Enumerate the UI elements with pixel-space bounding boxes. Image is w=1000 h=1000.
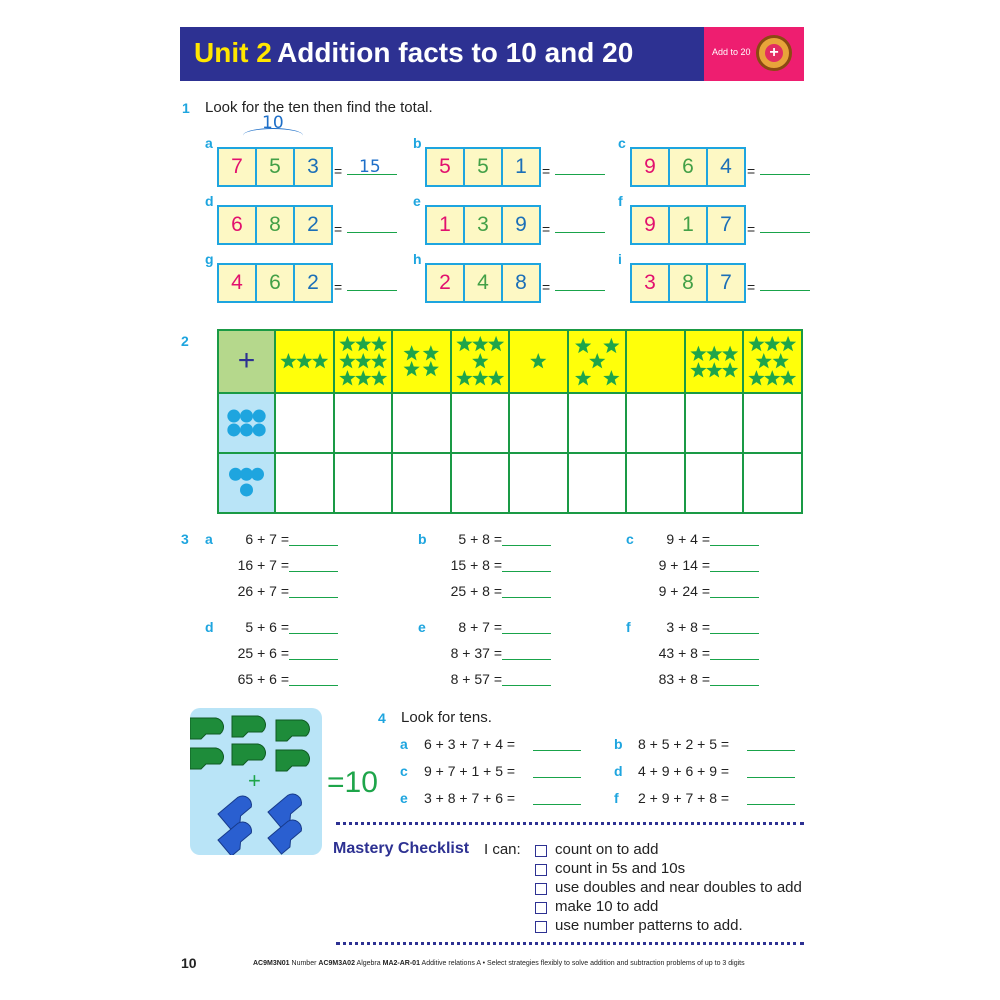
answer-line xyxy=(289,596,338,598)
star-icon xyxy=(456,370,472,385)
digit-cell: 6 xyxy=(257,265,295,301)
answer-cell xyxy=(391,392,452,454)
checkbox[interactable] xyxy=(535,845,547,857)
star-group xyxy=(335,331,392,392)
sum-expression: 26 + 7 = xyxy=(237,583,289,599)
top-divider xyxy=(336,822,804,825)
sum-expression: 8 + 7 = xyxy=(458,619,502,635)
grid-corner-cell xyxy=(217,329,276,394)
question-1-number: 1 xyxy=(182,100,190,116)
checklist-item: count in 5s and 10s xyxy=(555,860,686,877)
sum-expression: 16 + 7 = xyxy=(237,557,289,573)
question-1-instruction: Look for the ten then find the total. xyxy=(205,99,433,116)
dot-icon xyxy=(240,423,253,436)
sum-expression: 25 + 8 = xyxy=(450,583,502,599)
digit-cell: 7 xyxy=(219,149,257,185)
number-triple-box xyxy=(217,147,333,187)
digit-cell: 3 xyxy=(307,155,319,178)
footer-code-2: AC9M3A02 xyxy=(318,960,355,967)
star-icon xyxy=(721,346,737,361)
star-icon xyxy=(603,338,619,353)
addition-badge-icon xyxy=(756,35,792,71)
answer-line xyxy=(710,658,759,660)
star-group xyxy=(452,331,509,392)
item-letter: e xyxy=(413,193,421,209)
page-number: 10 xyxy=(181,955,197,971)
star-icon xyxy=(690,346,706,361)
equals-sign: = xyxy=(747,221,756,237)
star-icon xyxy=(280,353,296,368)
star-icon xyxy=(339,353,355,368)
number-triple-box xyxy=(425,205,541,245)
answer-line xyxy=(533,803,581,805)
sum-expression: 5 + 6 = xyxy=(245,619,289,635)
star-icon xyxy=(748,336,764,351)
star-icon xyxy=(773,353,789,368)
dot-icon xyxy=(240,483,253,496)
sum-expression: 9 + 14 = xyxy=(658,557,710,573)
digit-cell: 7 xyxy=(720,271,732,294)
answer-cell xyxy=(450,452,511,514)
equals-sign: = xyxy=(542,221,551,237)
digit-cell: 1 xyxy=(427,207,465,243)
number-triple-box xyxy=(217,205,333,245)
answer-line xyxy=(289,684,338,686)
digit-cell: 4 xyxy=(219,265,257,301)
item-letter: d xyxy=(614,763,623,779)
item-letter: b xyxy=(614,736,623,752)
dot-icon xyxy=(240,410,253,423)
digit-cell: 5 xyxy=(465,149,503,185)
dot-icon xyxy=(227,410,240,423)
sum-expression: 43 + 8 = xyxy=(658,645,710,661)
answer-line xyxy=(747,776,795,778)
star-icon xyxy=(370,336,386,351)
plus-symbol: + xyxy=(237,344,256,377)
answer-cell xyxy=(333,392,394,454)
dot-icon xyxy=(253,423,266,436)
star-icon xyxy=(690,362,706,377)
green-whistle-icon xyxy=(276,720,310,741)
star-icon xyxy=(706,362,722,377)
sum-expression: 4 + 9 + 6 + 9 = xyxy=(638,763,730,779)
star-icon xyxy=(589,353,605,368)
star-header-cell xyxy=(742,329,803,394)
answer-line xyxy=(760,215,810,233)
answer-cell xyxy=(567,392,628,454)
answer-cell xyxy=(625,392,686,454)
star-header-cell xyxy=(684,329,745,394)
star-icon xyxy=(575,370,591,385)
digit-cell: 2 xyxy=(307,213,319,236)
answer-line xyxy=(747,803,795,805)
sum-expression: 15 + 8 = xyxy=(450,557,502,573)
sum-expression: 8 + 37 = xyxy=(450,645,502,661)
group-letter: e xyxy=(418,619,426,635)
green-whistle-icon xyxy=(232,716,266,737)
star-icon xyxy=(423,345,439,360)
digit-cell: 3 xyxy=(632,265,670,301)
checklist-item: use number patterns to add. xyxy=(555,917,743,934)
number-triple-box xyxy=(630,147,746,187)
sum-expression: 3 + 8 + 7 + 6 = xyxy=(424,790,516,806)
star-icon xyxy=(487,370,503,385)
answer-line xyxy=(502,658,551,660)
item-letter: c xyxy=(618,135,626,151)
dot-group xyxy=(219,454,274,512)
item-letter: b xyxy=(413,135,422,151)
example-ten-label: 10 xyxy=(262,113,284,133)
star-icon xyxy=(487,336,503,351)
sum-expression: 65 + 6 = xyxy=(237,671,289,687)
green-whistle-icon xyxy=(276,750,310,771)
answer-cell xyxy=(450,392,511,454)
checkbox[interactable] xyxy=(535,921,547,933)
digit-cell: 7 xyxy=(720,213,732,236)
star-icon xyxy=(530,353,546,368)
answer-line xyxy=(747,749,795,751)
item-letter: a xyxy=(205,135,213,151)
star-icon xyxy=(764,336,780,351)
star-icon xyxy=(355,353,371,368)
checkbox[interactable] xyxy=(535,864,547,876)
answer-cell xyxy=(567,452,628,514)
star-header-cell xyxy=(333,329,394,394)
star-icon xyxy=(756,353,772,368)
question-3-number: 3 xyxy=(181,531,189,547)
dot-row-header xyxy=(217,392,276,454)
unit-number: Unit 2 xyxy=(194,37,272,68)
checklist-item: make 10 to add xyxy=(555,898,659,915)
answer-line xyxy=(555,215,605,233)
answer-line xyxy=(347,273,397,291)
group-letter: b xyxy=(418,531,427,547)
question-4-number: 4 xyxy=(378,710,386,726)
number-triple-box xyxy=(630,263,746,303)
star-group xyxy=(744,331,801,392)
answer-cell xyxy=(684,452,745,514)
star-icon xyxy=(339,370,355,385)
star-header-cell xyxy=(274,329,335,394)
answer-line xyxy=(533,749,581,751)
equals-sign: = xyxy=(542,279,551,295)
digit-cell: 4 xyxy=(465,265,503,301)
sum-expression: 83 + 8 = xyxy=(658,671,710,687)
star-icon xyxy=(721,362,737,377)
digit-cell: 1 xyxy=(515,155,527,178)
digit-cell: 3 xyxy=(465,207,503,243)
equals-sign: = xyxy=(747,279,756,295)
star-icon xyxy=(706,346,722,361)
answer-line xyxy=(710,570,759,572)
answer-line xyxy=(502,596,551,598)
checkbox[interactable] xyxy=(535,883,547,895)
bottom-divider xyxy=(336,942,804,945)
equals-sign: = xyxy=(334,163,343,179)
digit-cell: 8 xyxy=(257,207,295,243)
digit-cell: 9 xyxy=(515,213,527,236)
whistles-equals-ten: =10 xyxy=(327,766,378,799)
whistles-picture xyxy=(190,708,322,855)
number-triple-box xyxy=(425,263,541,303)
item-letter: e xyxy=(400,790,408,806)
digit-cell: 9 xyxy=(632,149,670,185)
star-group xyxy=(627,331,684,392)
digit-cell: 5 xyxy=(257,149,295,185)
star-icon xyxy=(423,361,439,376)
item-letter: c xyxy=(400,763,408,779)
answer-line xyxy=(710,632,759,634)
star-icon xyxy=(370,353,386,368)
sum-expression: 2 + 9 + 7 + 8 = xyxy=(638,790,730,806)
star-icon xyxy=(472,370,488,385)
star-icon xyxy=(780,370,796,385)
digit-cell: 5 xyxy=(427,149,465,185)
sum-expression: 9 + 24 = xyxy=(658,583,710,599)
blue-whistle-icon xyxy=(268,816,307,854)
number-triple-box xyxy=(630,205,746,245)
star-icon xyxy=(370,370,386,385)
answer-line xyxy=(555,157,605,175)
answer-cell xyxy=(742,452,803,514)
topic-tab xyxy=(704,27,804,81)
digit-cell: 2 xyxy=(427,265,465,301)
star-group xyxy=(510,331,567,392)
answer-line xyxy=(289,632,338,634)
star-icon xyxy=(472,336,488,351)
topic-tag: Add to 20 xyxy=(712,47,751,57)
answer-line xyxy=(289,544,338,546)
sum-expression: 8 + 5 + 2 + 5 = xyxy=(638,736,730,752)
star-icon xyxy=(296,353,312,368)
star-group xyxy=(393,331,450,392)
item-letter: a xyxy=(400,736,408,752)
unit-title: Addition facts to 10 and 20 xyxy=(277,37,634,68)
group-letter: f xyxy=(626,619,631,635)
sum-expression: 9 + 4 = xyxy=(666,531,710,547)
unit-header xyxy=(180,27,804,81)
star-group xyxy=(569,331,626,392)
dot-icon xyxy=(251,468,264,481)
star-icon xyxy=(404,345,420,360)
answer-line xyxy=(502,570,551,572)
group-letter: d xyxy=(205,619,214,635)
star-icon xyxy=(603,370,619,385)
item-letter: d xyxy=(205,193,214,209)
star-icon xyxy=(780,336,796,351)
digit-cell: 1 xyxy=(670,207,708,243)
dot-row-header xyxy=(217,452,276,514)
answer-line xyxy=(555,273,605,291)
sum-expression: 6 + 7 = xyxy=(245,531,289,547)
digit-cell: 8 xyxy=(515,271,527,294)
answer-line xyxy=(760,157,810,175)
checklist-title: Mastery Checklist xyxy=(333,840,470,857)
star-group xyxy=(686,331,743,392)
footer-description: Additive relations A • Select strategies flexibly to solve addition and subtraction problems of up to 3 digits xyxy=(421,960,745,967)
star-header-cell xyxy=(391,329,452,394)
item-letter: i xyxy=(618,251,622,267)
question-2-number: 2 xyxy=(181,333,189,349)
number-triple-box xyxy=(425,147,541,187)
equals-sign: = xyxy=(747,163,756,179)
footer-code-3: MA2-AR-01 xyxy=(382,960,420,967)
answer-line xyxy=(502,544,551,546)
digit-cell: 6 xyxy=(670,149,708,185)
sum-expression: 9 + 7 + 1 + 5 = xyxy=(424,763,516,779)
answer-cell xyxy=(274,392,335,454)
item-letter: g xyxy=(205,251,214,267)
sum-expression: 6 + 3 + 7 + 4 = xyxy=(424,736,516,752)
star-icon xyxy=(764,370,780,385)
star-header-cell xyxy=(625,329,686,394)
digit-cell: 6 xyxy=(219,207,257,243)
curriculum-footer xyxy=(253,960,745,967)
group-letter: a xyxy=(205,531,213,547)
sum-expression: 3 + 8 = xyxy=(666,619,710,635)
footer-label-1: Number xyxy=(291,960,317,967)
sum-expression: 5 + 8 = xyxy=(458,531,502,547)
sum-expression: 8 + 57 = xyxy=(450,671,502,687)
checklist-item: count on to add xyxy=(555,841,659,858)
blue-whistle-icon xyxy=(218,818,257,855)
star-icon xyxy=(339,336,355,351)
digit-cell: 8 xyxy=(670,265,708,301)
star-header-cell xyxy=(508,329,569,394)
item-letter: f xyxy=(614,790,619,806)
checklist-lead: I can: xyxy=(484,841,521,858)
star-header-cell xyxy=(567,329,628,394)
plus-sign: + xyxy=(248,768,261,793)
footer-code-1: AC9M3N01 xyxy=(253,960,290,967)
answer-line xyxy=(710,684,759,686)
equals-sign: = xyxy=(542,163,551,179)
equals-sign: = xyxy=(334,221,343,237)
star-icon xyxy=(355,336,371,351)
digit-cell: 2 xyxy=(307,271,319,294)
star-header-cell xyxy=(450,329,511,394)
answer-cell xyxy=(742,392,803,454)
star-icon xyxy=(575,338,591,353)
question-4-instruction: Look for tens. xyxy=(401,709,492,726)
star-icon xyxy=(404,361,420,376)
item-letter: f xyxy=(618,193,623,209)
digit-cell: 9 xyxy=(632,207,670,243)
item-letter: h xyxy=(413,251,422,267)
answer-cell xyxy=(391,452,452,514)
badge-symbol: + xyxy=(765,44,783,62)
answer-cell xyxy=(684,392,745,454)
digit-cell: 4 xyxy=(720,155,732,178)
answer-line xyxy=(502,632,551,634)
answer-line xyxy=(289,570,338,572)
answer-line xyxy=(347,215,397,233)
green-whistle-icon xyxy=(190,718,224,739)
answer-line xyxy=(533,776,581,778)
star-icon xyxy=(312,353,328,368)
answer-line xyxy=(760,273,810,291)
answer-line xyxy=(289,658,338,660)
dot-icon xyxy=(227,423,240,436)
answer-cell xyxy=(274,452,335,514)
answer-cell xyxy=(508,392,569,454)
footer-label-2: Algebra xyxy=(356,960,381,967)
checkbox[interactable] xyxy=(535,902,547,914)
answer-cell xyxy=(333,452,394,514)
checklist-item: use doubles and near doubles to add xyxy=(555,879,802,896)
answer-line: 15 xyxy=(347,157,397,175)
sum-expression: 25 + 6 = xyxy=(237,645,289,661)
answer-line xyxy=(710,596,759,598)
star-icon xyxy=(355,370,371,385)
answer-cell xyxy=(508,452,569,514)
number-triple-box xyxy=(217,263,333,303)
dot-icon xyxy=(253,410,266,423)
star-group xyxy=(276,331,333,392)
group-letter: c xyxy=(626,531,634,547)
green-whistle-icon xyxy=(232,744,266,765)
star-icon xyxy=(472,353,488,368)
green-whistle-icon xyxy=(190,748,224,769)
star-icon xyxy=(748,370,764,385)
star-icon xyxy=(456,336,472,351)
equals-sign: = xyxy=(334,279,343,295)
answer-cell xyxy=(625,452,686,514)
dot-group xyxy=(219,394,274,452)
answer-line xyxy=(710,544,759,546)
answer-line xyxy=(502,684,551,686)
